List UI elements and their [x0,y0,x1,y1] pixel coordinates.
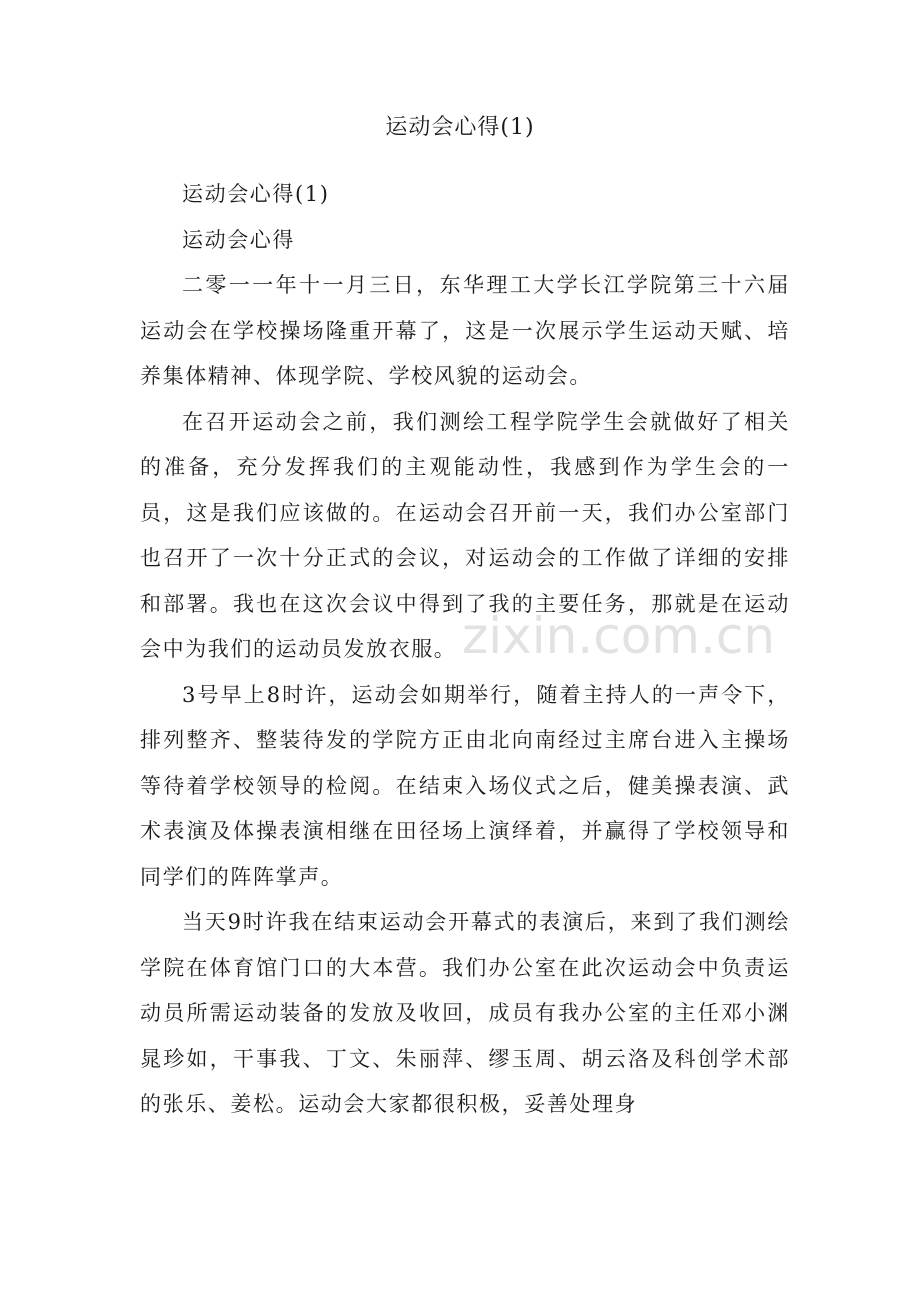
document-title: 运动会心得(1) [385,115,535,140]
watermark-text: zixin.com.cn [462,607,776,665]
paragraph-intro: 二零一一年十一月三日，东华理工大学长江学院第三十六届运动会在学校操场隆重开幕了，这是一次展示学生运动天赋、培养集体精神、体现学院、学校风貌的运动会。 [140,273,790,388]
paragraph-heading: 运动会心得(1) [182,182,330,206]
paragraph-duties: 当天9时许我在结束运动会开幕式的表演后，来到了我们测绘学院在体育馆门口的大本营。我们办公室在此次运动会中负责运动员所需运动装备的发放及收回，成员有我办公室的主任邓小渊晁珍如，干事我、丁文、朱丽萍、缪玉周、胡云洛及科创学术部的张乐、姜松。运动会大家都很积极，妥善处理身 [140,910,790,1116]
paragraph-opening: 3号早上8时许，运动会如期举行，随着主持人的一声令下，排列整齐、整装待发的学院方正由北向南经过主席台进入主操场等待着学校领导的检阅。在结束入场仪式之后，健美操表演、武术表演及体操表演相继在田径场上演绎着，并赢得了学校领导和同学们的阵阵掌声。 [140,682,790,889]
document-body [140,172,790,1128]
paragraph-preparation: 在召开运动会之前，我们测绘工程学院学生会就做好了相关的准备，充分发挥我们的主观能动性，我感到作为学生会的一员，这是我们应该做的。在运动会召开前一天，我们办公室部门也召开了一次十分正式的会议，对运动会的工作做了详细的安排和部署。我也在这次会议中得到了我的主要任务，那就是在运动会中为我们的运动员发放衣服。 [140,409,790,661]
paragraph-subheading: 运动会心得 [182,227,295,252]
